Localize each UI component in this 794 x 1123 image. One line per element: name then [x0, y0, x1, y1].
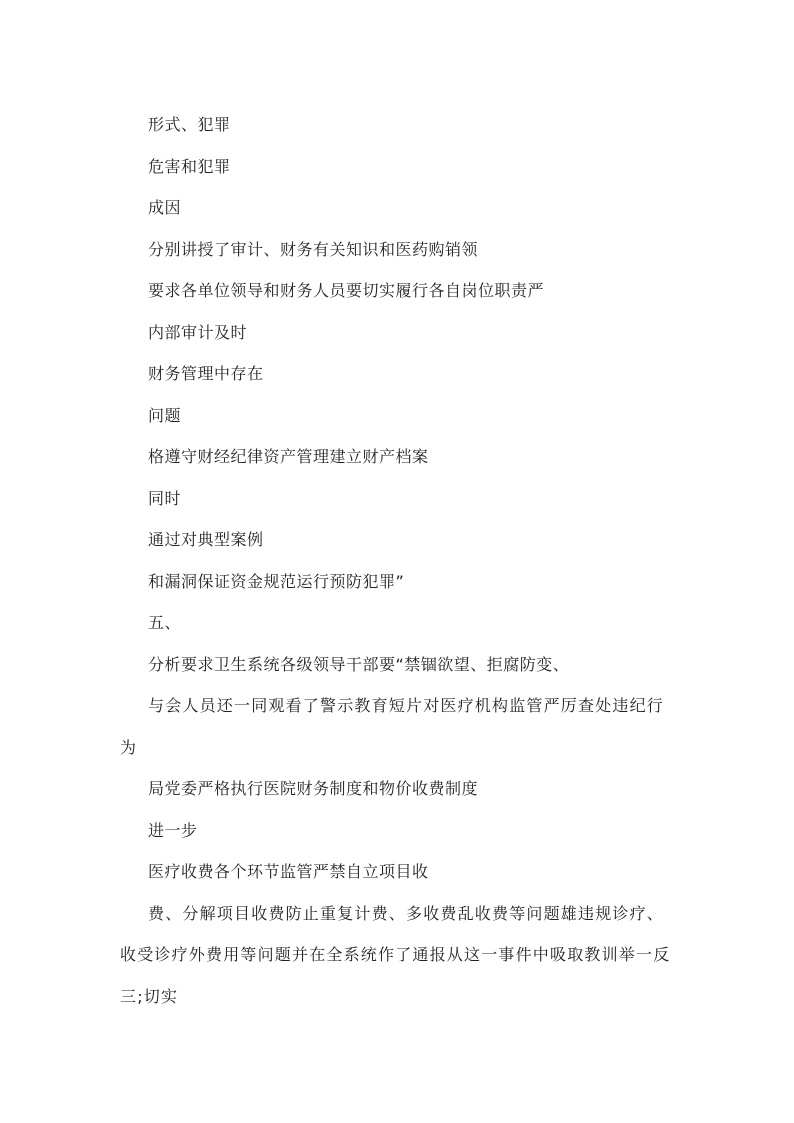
paragraph: 财务管理中存在 — [148, 364, 264, 383]
paragraph: 与会人员还一同观看了警示教育短片对医疗机构监管严厉查处违纪行为 — [120, 696, 665, 757]
paragraph: 内部审计及时 — [148, 322, 248, 342]
paragraph: 要求各单位领导和财务人员要切实履行各自岗位职责严 — [148, 281, 545, 300]
paragraph: 通过对典型案例 — [148, 530, 264, 549]
paragraph: 形式、犯罪 — [148, 115, 231, 134]
paragraph: 分别讲授了审计、财务有关知识和医药购销领 — [148, 239, 479, 259]
paragraph: 进一步 — [148, 820, 198, 840]
paragraph: 成因 — [148, 198, 182, 217]
paragraph: 费、分解项目收费防止重复计费、多收费乱收费等问题雄违规诊疗、收受诊疗外费用等问题并在全系统作了通报从这一事件中吸取教训举一反三;切实 — [120, 903, 671, 1006]
paragraph: 同时 — [148, 488, 182, 508]
paragraph: 问题 — [148, 405, 182, 425]
paragraph: 局党委严格执行医院财务制度和物价收费制度 — [148, 779, 479, 798]
paragraph: 分析要求卫生系统各级领导干部要“禁锢欲望、拒腐防变、 — [148, 654, 570, 674]
document-body — [120, 104, 674, 1017]
paragraph: 危害和犯罪 — [148, 156, 231, 176]
paragraph: 格遵守财经纪律资产管理建立财产档案 — [148, 447, 429, 466]
paragraph: 和漏洞保证资金规范运行预防犯罪” — [148, 571, 405, 591]
paragraph: 医疗收费各个环节监管严禁自立项目收 — [148, 862, 429, 881]
paragraph: 五、 — [148, 613, 182, 632]
